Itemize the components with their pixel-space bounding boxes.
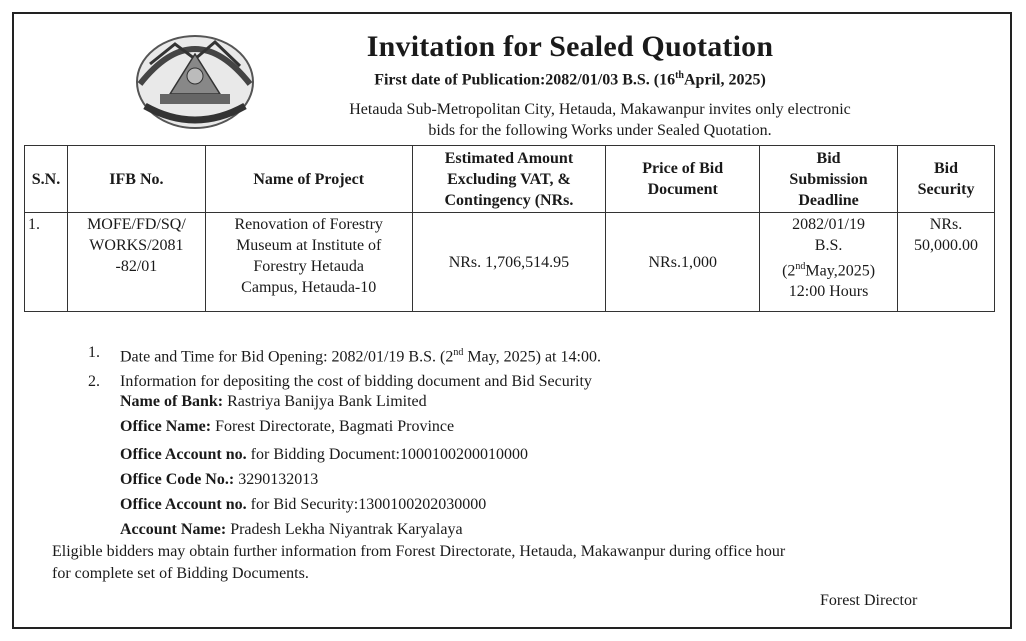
office-name: Office Name: Forest Directorate, Bagmati Province bbox=[120, 418, 455, 435]
list-item: 1. Date and Time for Bid Opening: 2082/01/19 B.S. (2nd May, 2025) at 14:00. bbox=[88, 344, 601, 366]
publication-date: First date of Publication:2082/01/03 B.S. (16thApril, 2025) bbox=[374, 70, 766, 89]
list-item: 2. Information for depositing the cost of bidding document and Bid Security bbox=[88, 373, 592, 391]
col-deadline: Bid Submission Deadline bbox=[760, 146, 898, 213]
col-sn: S.N. bbox=[25, 146, 68, 213]
notes-list bbox=[88, 340, 601, 394]
account-name: Account Name: Pradesh Lekha Niyantrak Karyalaya bbox=[120, 521, 463, 538]
cell-deadline: 2082/01/19 B.S. (2ndMay,2025) 12:00 Hours bbox=[760, 213, 898, 312]
account-bidding-document: Office Account no. for Bidding Document:1000100200010000 bbox=[120, 446, 528, 463]
page-title: Invitation for Sealed Quotation bbox=[366, 30, 774, 63]
table-header-row bbox=[25, 146, 995, 213]
works-table bbox=[24, 145, 995, 312]
col-amount: Estimated Amount Excluding VAT, & Contingency (NRs. bbox=[412, 146, 606, 213]
cell-ifb: MOFE/FD/SQ/ WORKS/2081 -82/01 bbox=[67, 213, 205, 312]
cell-project: Renovation of Forestry Museum at Institute of Forestry Hetauda Campus, Hetauda-10 bbox=[205, 213, 412, 312]
col-project: Name of Project bbox=[205, 146, 412, 213]
col-ifb: IFB No. bbox=[67, 146, 205, 213]
col-price: Price of Bid Document bbox=[606, 146, 760, 213]
account-bid-security: Office Account no. for Bid Security:1300100202030000 bbox=[120, 496, 487, 513]
cell-sn: 1. bbox=[25, 213, 68, 312]
nepal-emblem-icon bbox=[130, 24, 260, 134]
cell-amount: NRs. 1,706,514.95 bbox=[412, 213, 606, 312]
office-code: Office Code No.: 3290132013 bbox=[120, 471, 319, 488]
bank-details bbox=[120, 389, 528, 542]
cell-price: NRs.1,000 bbox=[606, 213, 760, 312]
eligibility-text: Eligible bidders may obtain further information from Forest Directorate, Hetauda, Makawanpur during office hour for complete set of Bidding Documents. bbox=[52, 543, 786, 582]
col-security: Bid Security bbox=[898, 146, 995, 213]
bank-name: Name of Bank: Rastriya Banijya Bank Limited bbox=[120, 393, 427, 410]
intro-text: Hetauda Sub-Metropolitan City, Hetauda, Makawanpur invites only electronic bids for the following Works under Sealed Quotation. bbox=[349, 101, 851, 139]
cell-security: NRs. 50,000.00 bbox=[898, 213, 995, 312]
table-row bbox=[25, 213, 995, 312]
signature: Forest Director bbox=[820, 592, 918, 609]
